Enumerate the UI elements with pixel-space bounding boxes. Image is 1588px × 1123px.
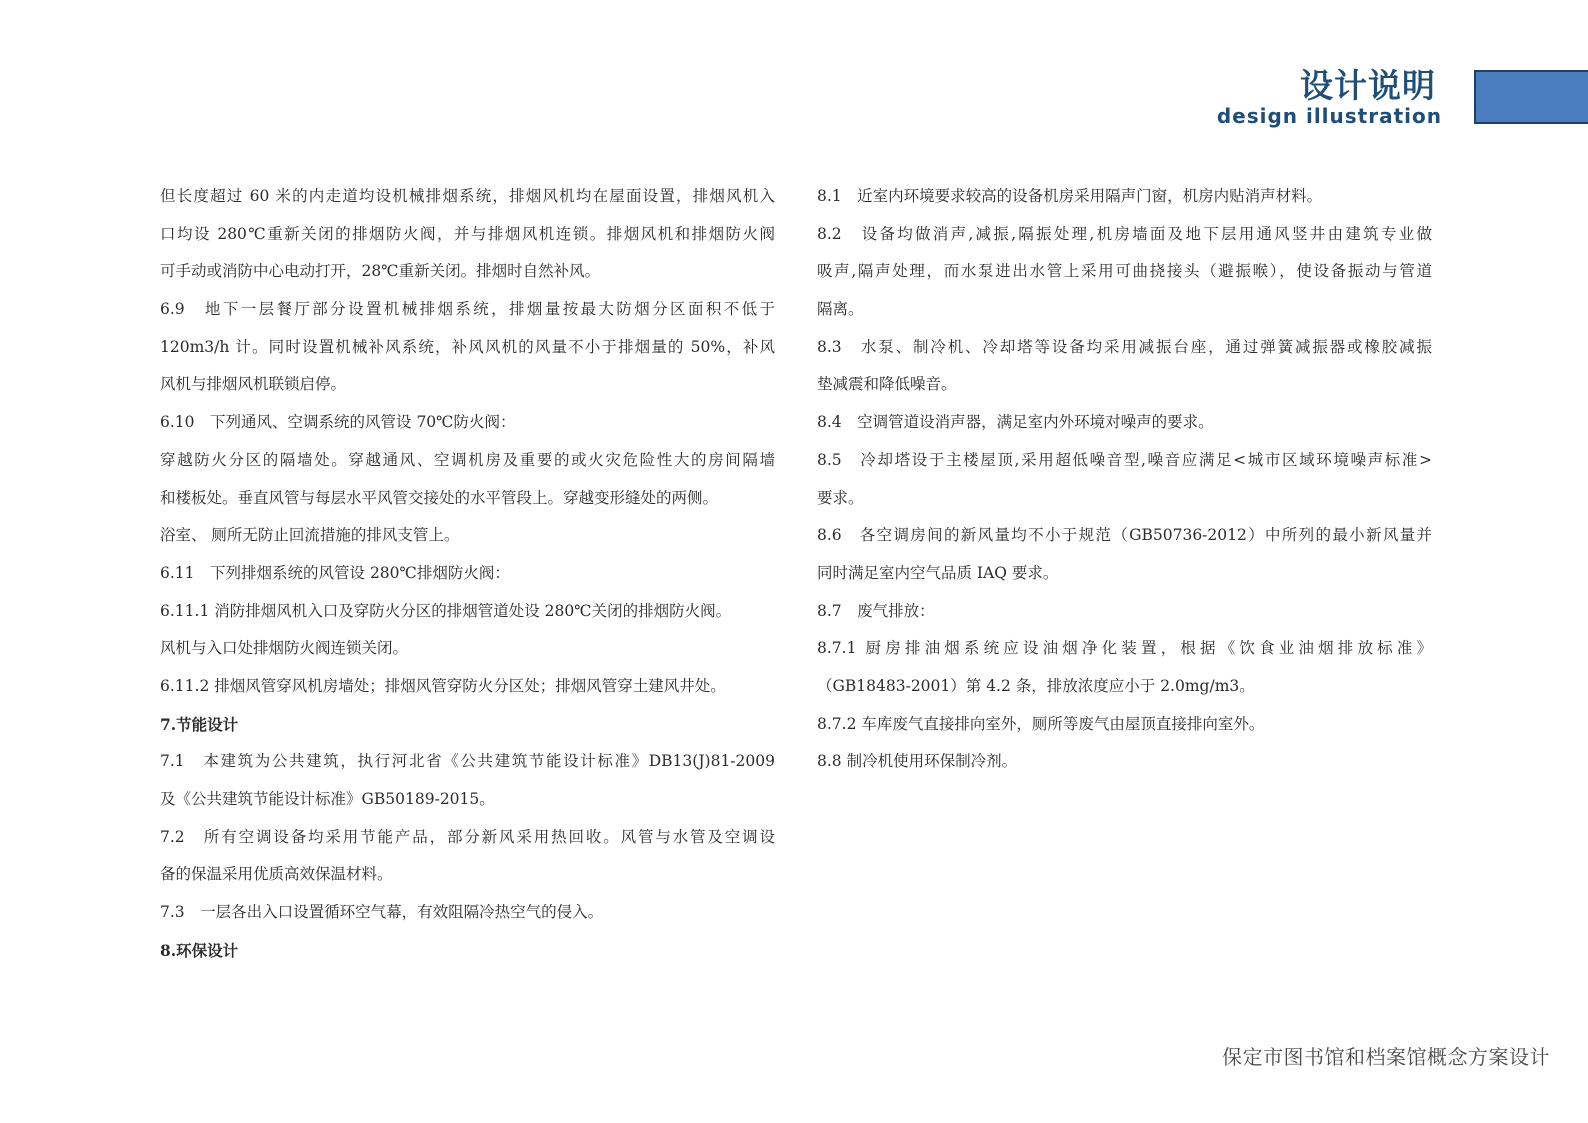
text-line: 6.9 地下一层餐厅部分设置机械排烟系统，排烟量按最大防烟分区面积不低于 <box>160 300 775 319</box>
text-line: 风机与排烟风机联锁启停。 <box>160 375 347 394</box>
text-line: 可手动或消防中心电动打开，28℃重新关闭。排烟时自然补风。 <box>160 262 601 281</box>
text-line: 垫减震和降低噪音。 <box>817 375 957 394</box>
text-line: 6.11 下列排烟系统的风管设 280℃排烟防火阀： <box>160 563 510 582</box>
text-line: 8.5 冷却塔设于主楼屋顶,采用超低噪音型,噪音应满足<城市区域环境噪声标准> <box>817 450 1432 469</box>
text-line: 同时满足室内空气品质 IAQ 要求。 <box>817 563 1059 582</box>
project-title-footer: 保定市图书馆和档案馆概念方案设计 <box>1222 1045 1550 1069</box>
section-heading: 8.环保设计 <box>160 940 239 960</box>
text-line: 120m3/h 计。同时设置机械补风系统，补风风机的风量不小于排烟量的 50%，补风 <box>160 337 775 356</box>
header-accent-bar <box>1474 70 1588 124</box>
page-title: 设计说明 <box>1300 66 1436 105</box>
text-line: 8.2 设备均做消声,减振,隔振处理,机房墙面及地下层用通风竖井由建筑专业做 <box>817 224 1432 243</box>
text-line: 风机与入口处排烟防火阀连锁关闭。 <box>160 639 409 658</box>
text-line: 8.7 废气排放： <box>817 601 935 620</box>
right-text-column <box>817 178 1432 781</box>
text-line: 穿越防火分区的隔墙处。穿越通风、空调机房及重要的或火灾危险性大的房间隔墙 <box>160 450 775 469</box>
left-text-column <box>160 178 775 969</box>
text-line: 8.7.1 厨房排油烟系统应设油烟净化装置，根据《饮食业油烟排放标准》 <box>817 639 1432 658</box>
text-line: （GB18483-2001）第 4.2 条，排放浓度应小于 2.0mg/m3。 <box>817 676 1255 695</box>
text-line: 6.10 下列通风、空调系统的风管设 70℃防火阀： <box>160 413 516 432</box>
text-line: 吸声,隔声处理，而水泵进出水管上采用可曲挠接头（避振喉），使设备振动与管道 <box>817 262 1432 281</box>
text-line: 7.2 所有空调设备均采用节能产品，部分新风采用热回收。风管与水管及空调设 <box>160 827 775 846</box>
text-line: 和楼板处。垂直风管与每层水平风管交接处的水平管段上。穿越变形缝处的两侧。 <box>160 488 719 507</box>
text-line: 8.6 各空调房间的新风量均不小于规范（GB50736-2012）中所列的最小新风量并 <box>817 526 1432 545</box>
text-line: 备的保温采用优质高效保温材料。 <box>160 865 393 884</box>
text-line: 但长度超过 60 米的内走道均设机械排烟系统，排烟风机均在屋面设置，排烟风机入 <box>160 187 775 205</box>
section-heading: 7.节能设计 <box>160 714 239 734</box>
text-line: 及《公共建筑节能设计标准》GB50189-2015。 <box>160 790 495 808</box>
text-line: 浴室、 厕所无防止回流措施的排风支管上。 <box>160 526 460 545</box>
text-line: 口均设 280℃重新关闭的排烟防火阀，并与排烟风机连锁。排烟风机和排烟防火阀 <box>160 224 775 243</box>
text-line: 8.1 近室内环境要求较高的设备机房采用隔声门窗，机房内贴消声材料。 <box>817 187 1323 205</box>
text-line: 6.11.1 消防排烟风机入口及穿防火分区的排烟管道处设 280℃关闭的排烟防火阀。 <box>160 601 732 620</box>
text-line: 要求。 <box>817 488 864 507</box>
text-line: 7.3 一层各出入口设置循环空气幕，有效阻隔冷热空气的侵入。 <box>160 903 604 922</box>
text-line: 8.8 制冷机使用环保制冷剂。 <box>817 752 1018 771</box>
text-line: 8.4 空调管道设消声器，满足室内外环境对噪声的要求。 <box>817 413 1214 432</box>
text-line: 7.1 本建筑为公共建筑，执行河北省《公共建筑节能设计标准》DB13(J)81-2009 <box>160 752 775 771</box>
text-line: 6.11.2 排烟风管穿风机房墙处；排烟风管穿防火分区处；排烟风管穿土建风井处。 <box>160 676 726 695</box>
text-line: 隔离。 <box>817 300 864 319</box>
text-line: 8.7.2 车库废气直接排向室外，厕所等废气由屋顶直接排向室外。 <box>817 714 1265 733</box>
page-subtitle: design illustration <box>1216 104 1442 128</box>
text-line: 8.3 水泵、制冷机、冷却塔等设备均采用减振台座，通过弹簧减振器或橡胶减振 <box>817 337 1432 356</box>
